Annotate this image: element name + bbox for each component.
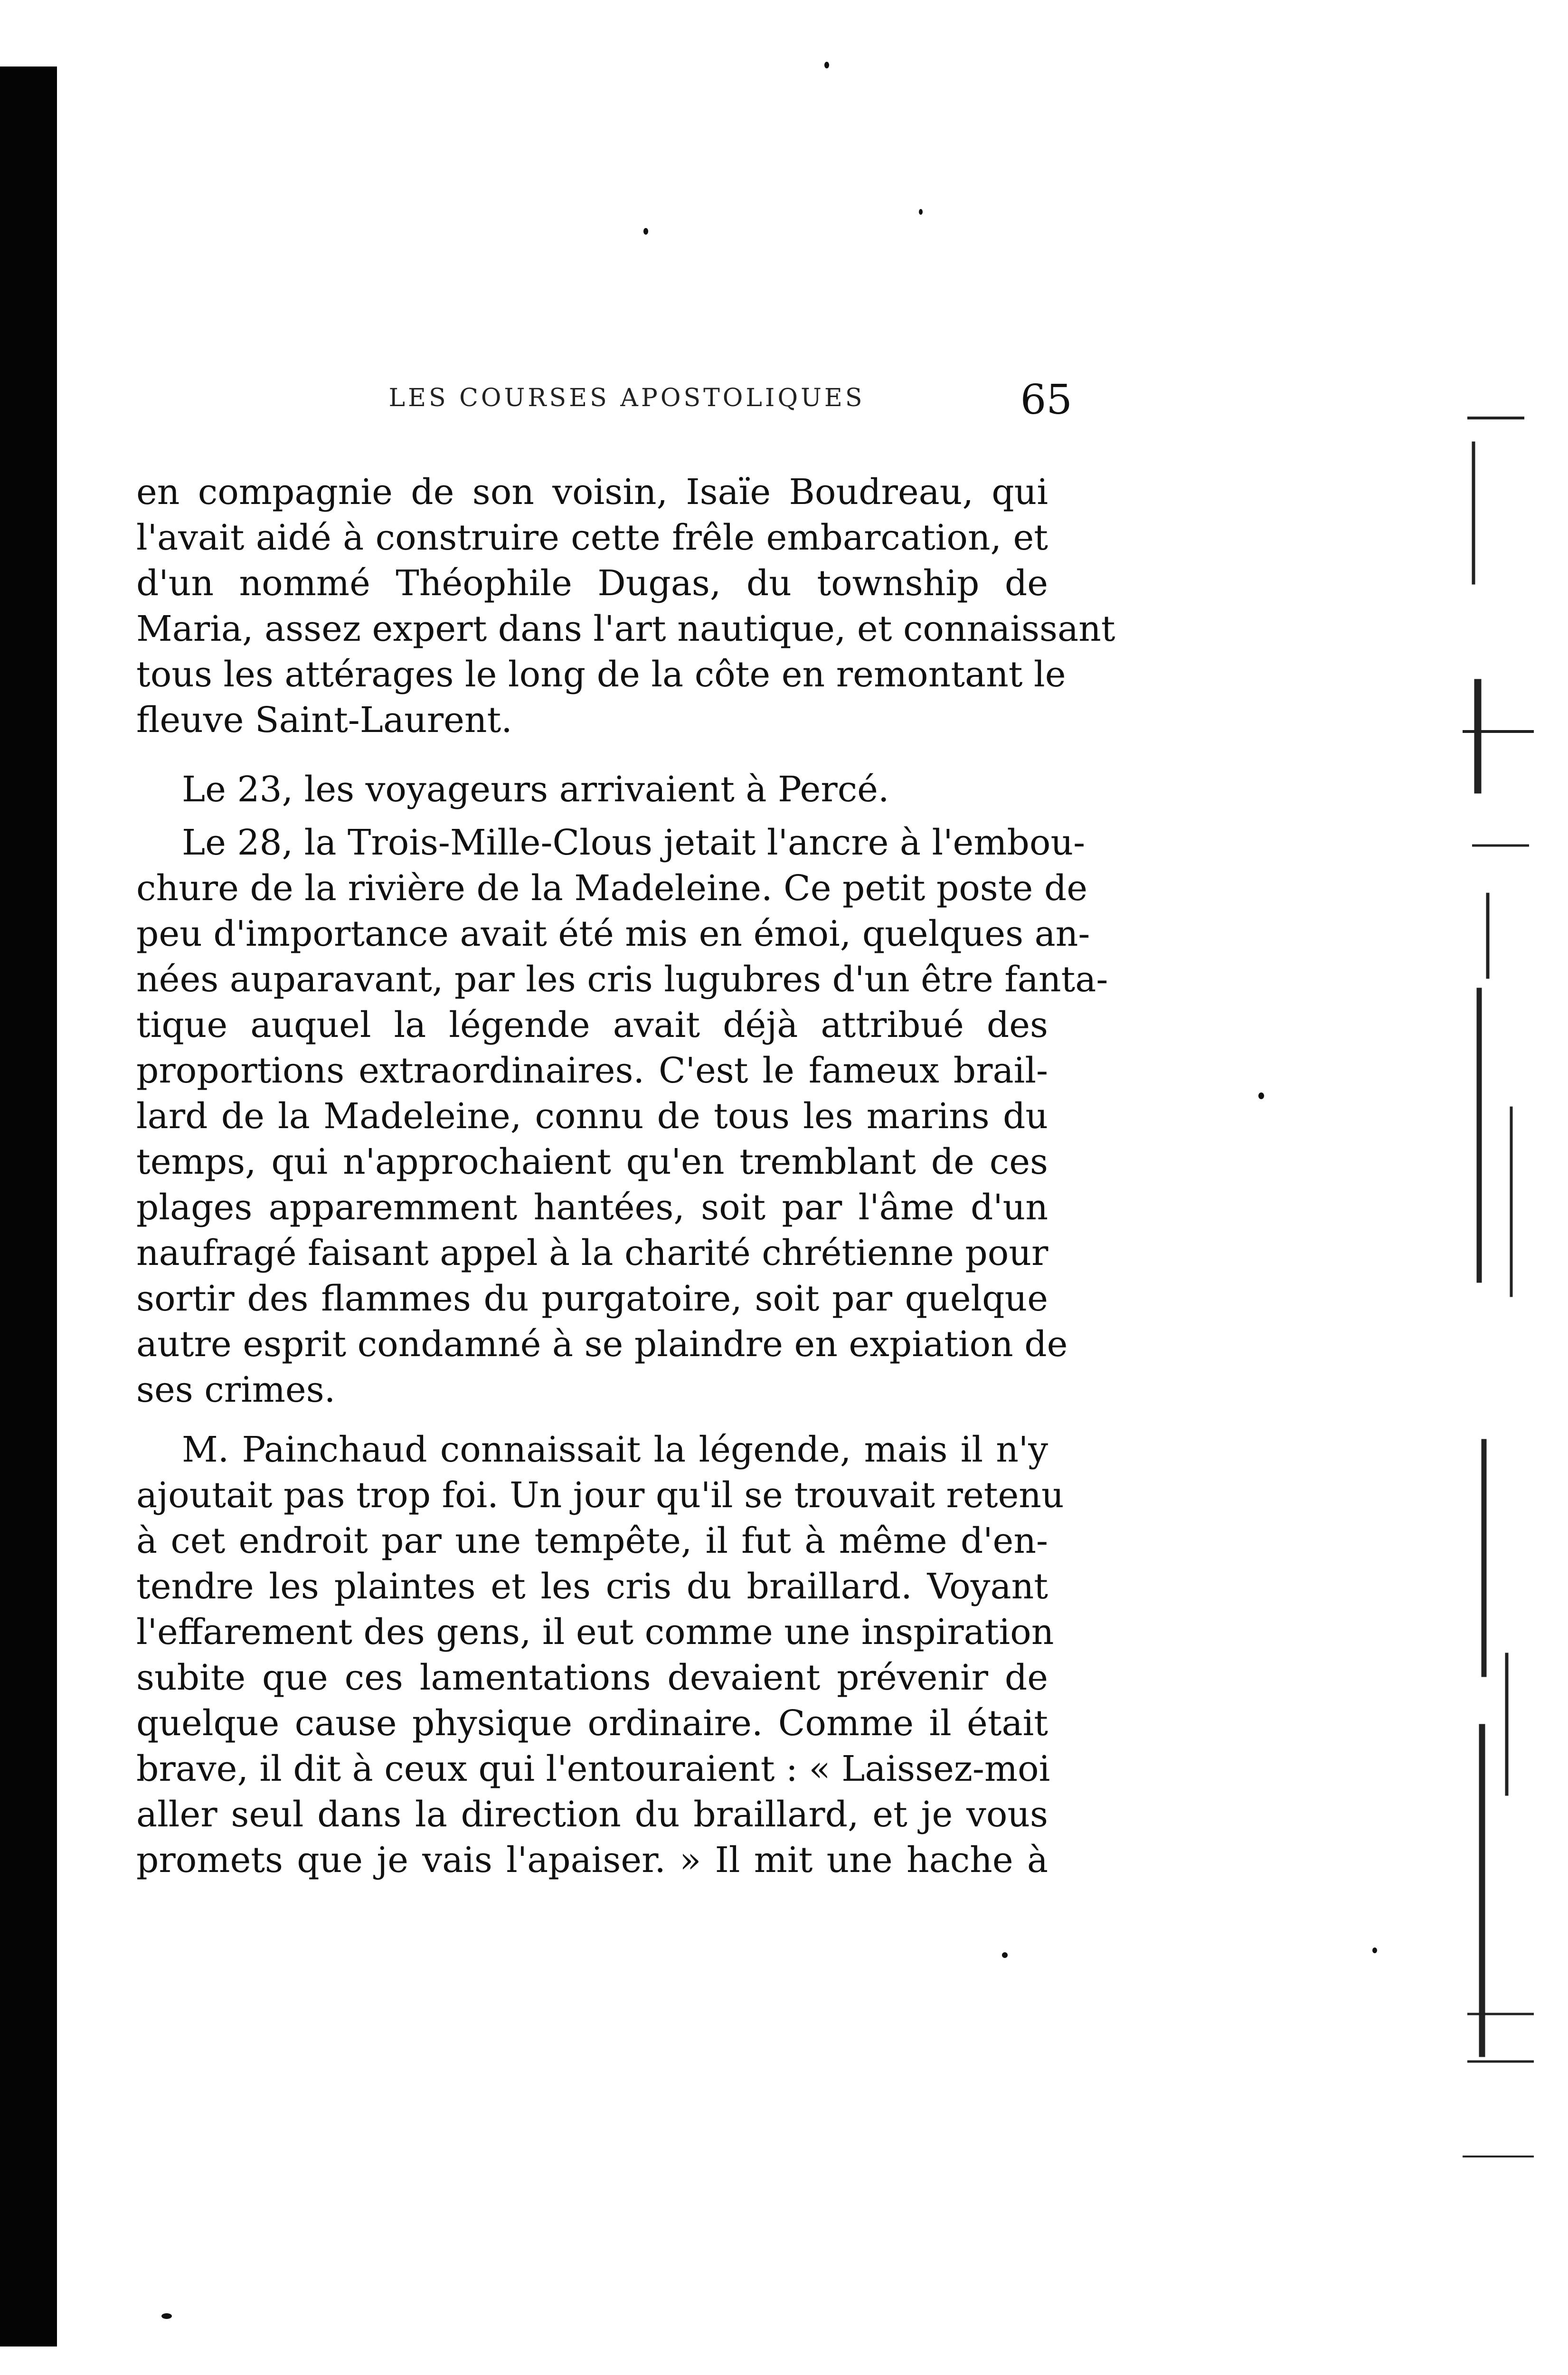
text-line: l'avait aidé à construire cette frêle embarcation, et <box>136 517 1048 558</box>
text-line: Maria, assez expert dans l'art nautique, et connaissant <box>136 608 1115 649</box>
text-line: tous les attérages le long de la côte en remontant le <box>136 654 1066 695</box>
text-line: à cet endroit par une tempête, il fut à même d'en- <box>136 1520 1048 1561</box>
text-line: nées auparavant, par les cris lugubres d'un être fanta- <box>136 959 1108 1000</box>
text-line: promets que je vais l'apaiser. » Il mit une hache à <box>136 1840 1048 1881</box>
text-line: temps, qui n'approchaient qu'en tremblant de ces <box>136 1141 1048 1182</box>
text-line: quelque cause physique ordinaire. Comme il était <box>136 1703 1048 1744</box>
scan-speck <box>1258 1092 1264 1099</box>
page-number: 65 <box>1020 376 1072 424</box>
text-line: ses crimes. <box>136 1369 336 1410</box>
text-line: tendre les plaintes et les cris du braillard. Voyant <box>136 1566 1048 1607</box>
text-line: naufragé faisant appel à la charité chrétienne pour <box>136 1233 1048 1273</box>
text-line: brave, il dit à ceux qui l'entouraient : « Laissez-moi <box>136 1748 1050 1789</box>
running-header: LES COURSES APOSTOLIQUES <box>388 384 865 412</box>
text-line: tique auquel la légende avait déjà attribué des <box>136 1005 1048 1045</box>
text-line: subite que ces lamentations devaient prévenir de <box>136 1657 1048 1698</box>
text-line: lard de la Madeleine, connu de tous les marins du <box>136 1096 1048 1137</box>
scan-speck <box>919 209 923 215</box>
text-line: en compagnie de son voisin, Isaïe Boudreau, qui <box>136 472 1048 513</box>
text-line: fleuve Saint-Laurent. <box>136 700 512 741</box>
text-line: d'un nommé Théophile Dugas, du township de <box>136 563 1048 604</box>
text-line: l'effarement des gens, il eut comme une inspiration <box>136 1612 1054 1653</box>
body-text <box>136 469 1115 1883</box>
scan-speck <box>161 2313 172 2319</box>
text-line: aller seul dans la direction du braillard, et je vous <box>136 1794 1048 1835</box>
scan-speck <box>1372 1948 1377 1953</box>
text-line: peu d'importance avait été mis en émoi, quelques an- <box>136 913 1090 954</box>
text-line: Le 23, les voyageurs arrivaient à Percé. <box>182 769 889 810</box>
scan-speck <box>643 228 648 235</box>
text-line: proportions extraordinaires. C'est le fameux brail- <box>136 1050 1048 1091</box>
text-line: ajoutait pas trop foi. Un jour qu'il se trouvait retenu <box>136 1475 1064 1516</box>
text-line: plages apparemment hantées, soit par l'âme d'un <box>136 1187 1048 1228</box>
text-line: M. Painchaud connaissait la légende, mais il n'y <box>182 1429 1048 1470</box>
text-line: autre esprit condamné à se plaindre en expiation de <box>136 1324 1068 1365</box>
text-line: sortir des flammes du purgatoire, soit par quelque <box>136 1278 1048 1319</box>
text-line: chure de la rivière de la Madeleine. Ce petit poste de <box>136 868 1087 909</box>
text-line: Le 28, la Trois-Mille-Clous jetait l'ancre à l'embou- <box>182 822 1086 863</box>
scan-noise <box>1453 180 1539 2223</box>
scan-speck <box>824 62 829 68</box>
scan-speck <box>1002 1952 1008 1958</box>
scan-edge-shadow <box>0 66 57 2346</box>
